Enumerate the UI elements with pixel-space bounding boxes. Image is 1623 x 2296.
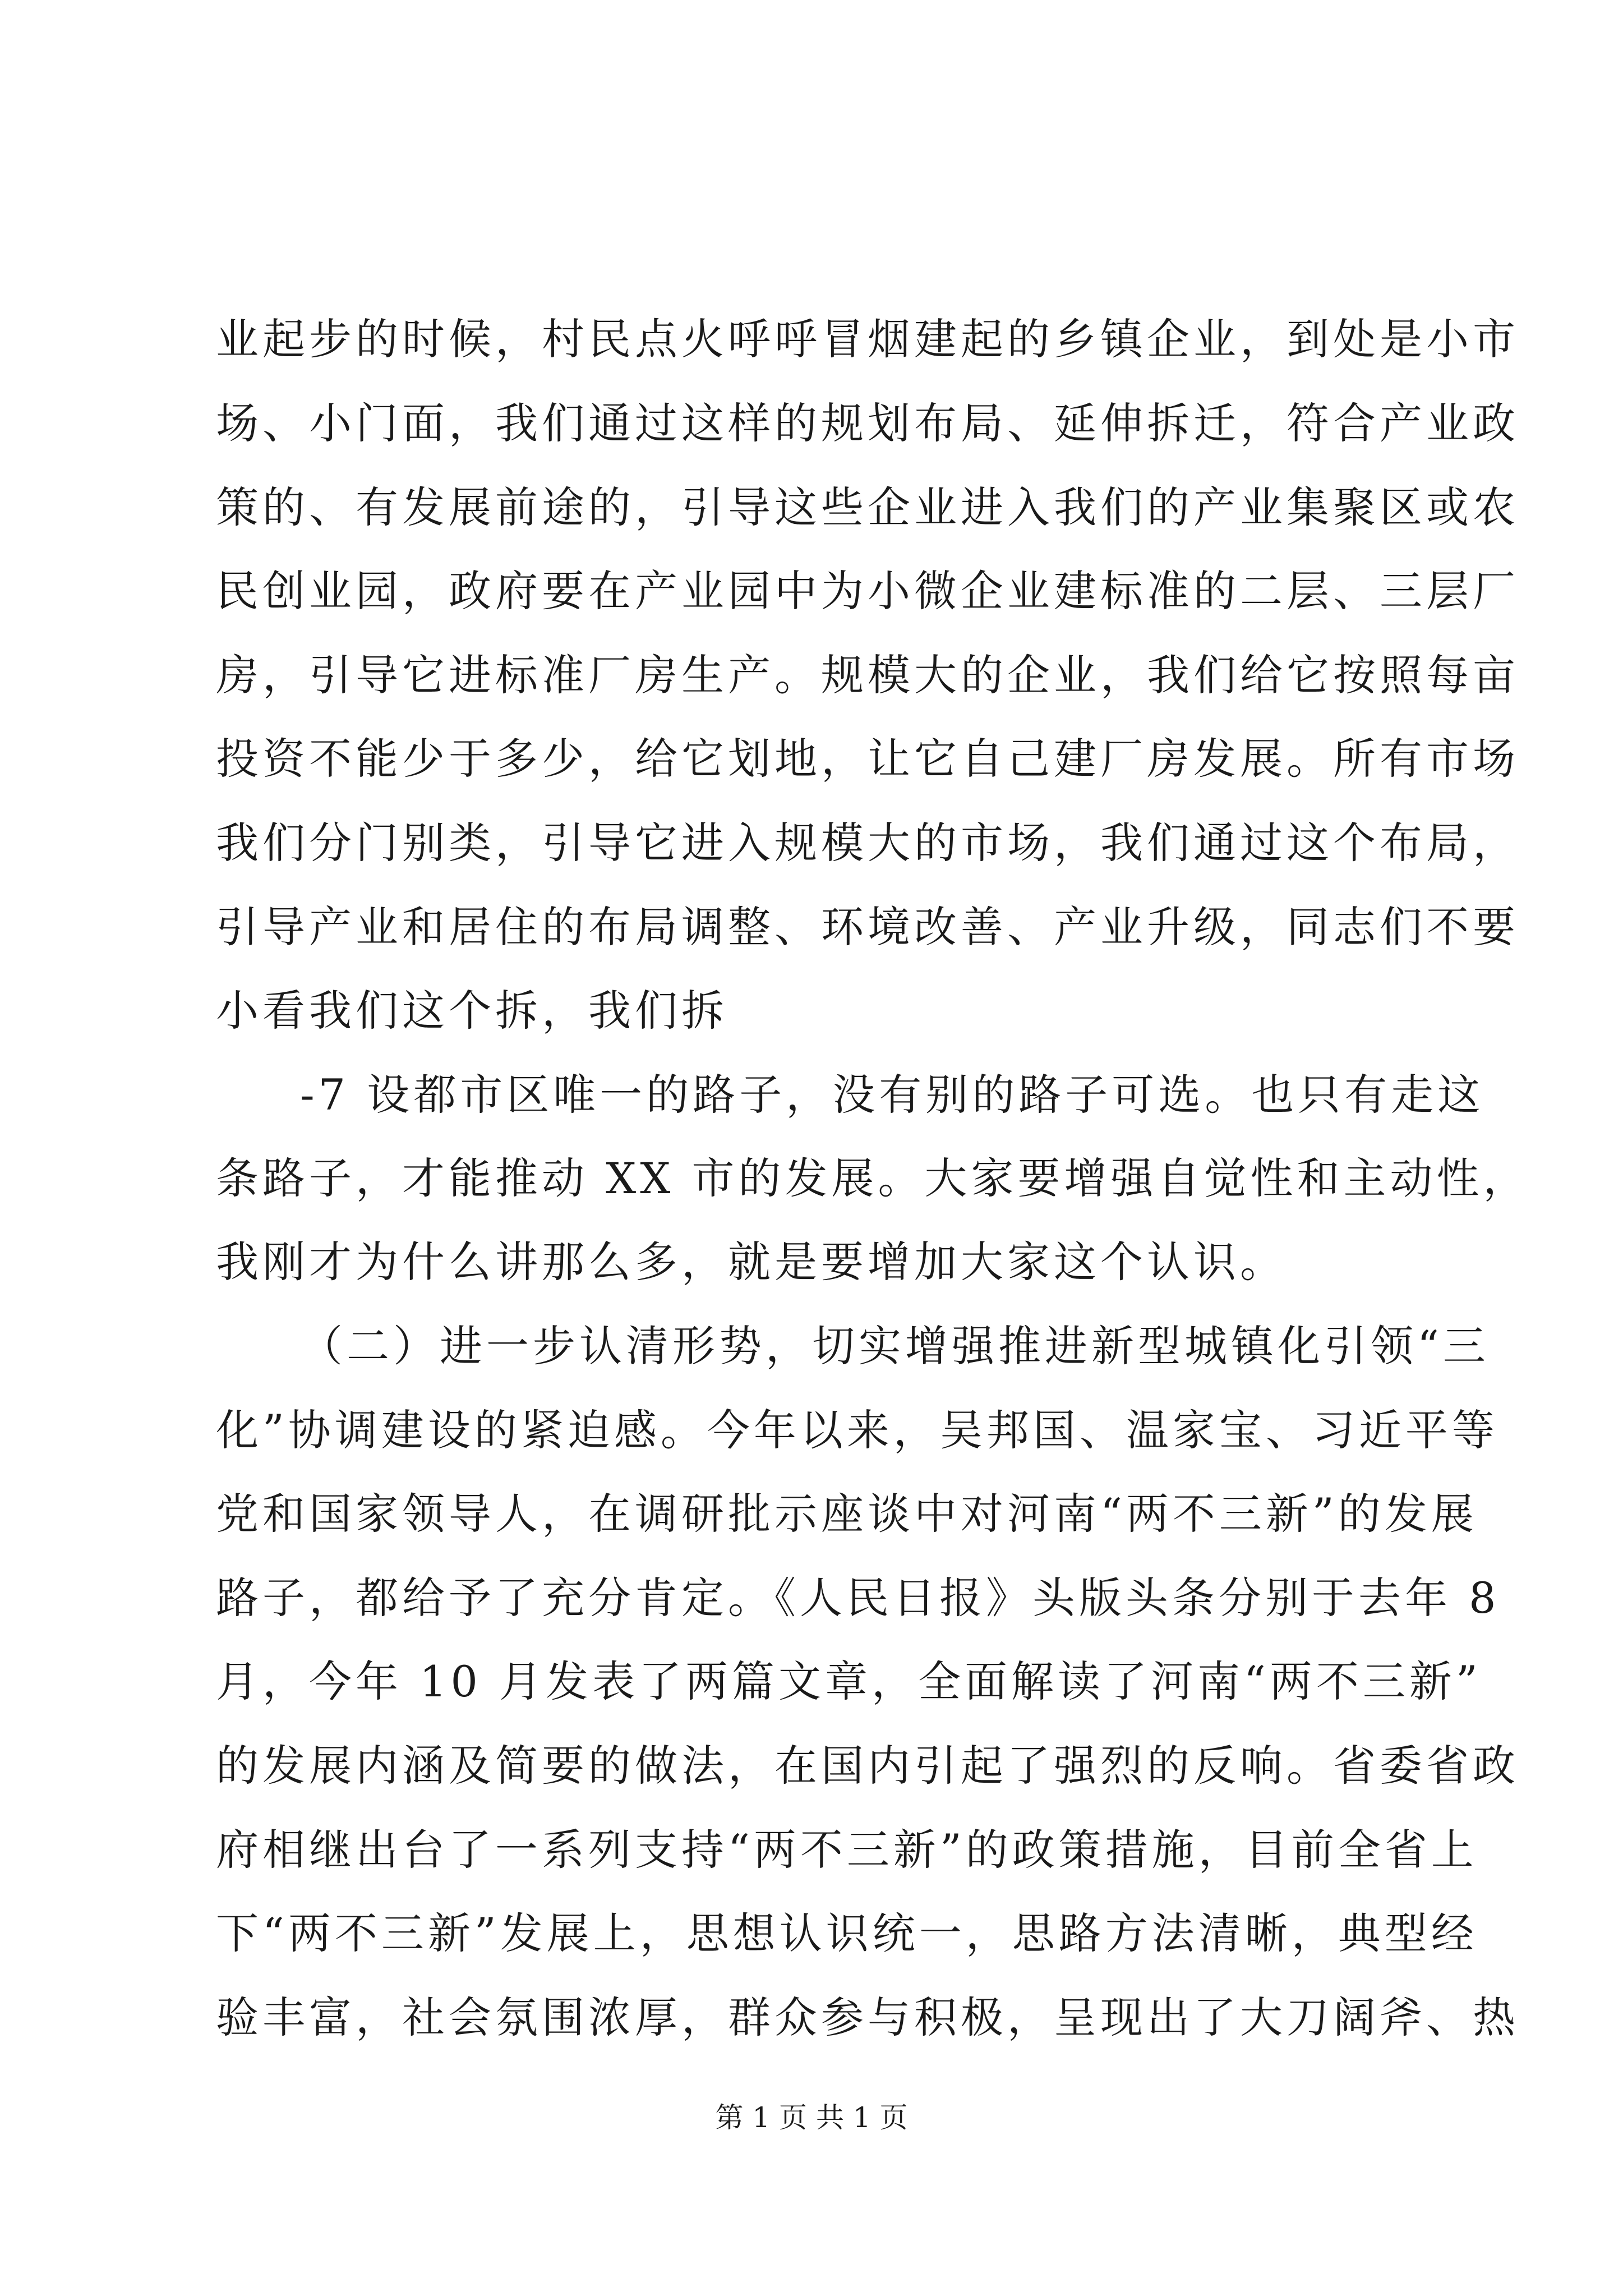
text-line: 条路子，才能推动 XX 市的发展。大家要增强自觉性和主动性， <box>216 1153 1530 1203</box>
text-line: 业起步的时候，村民点火呼呼冒烟建起的乡镇企业，到处是小市 <box>216 314 1519 364</box>
text-line: 的发展内涵及简要的做法，在国内引起了强烈的反响。省委省政 <box>216 1741 1519 1791</box>
text-line: 化”协调建设的紧迫感。今年以来，吴邦国、温家宝、习近平等 <box>216 1405 1498 1455</box>
text-line: 党和国家领导人，在调研批示座谈中对河南“两不三新”的发展 <box>216 1489 1478 1539</box>
text-line: 月，今年 10 月发表了两篇文章，全面解读了河南“两不三新” <box>216 1657 1482 1706</box>
text-line: 房，引导它进标准厂房生产。规模大的企业，我们给它按照每亩 <box>216 650 1519 700</box>
page-number-footer: 第 1 页 共 1 页 <box>715 2101 908 2134</box>
text-line: 路子，都给予了充分肯定。《人民日报》头版头条分别于去年 8 <box>216 1573 1500 1623</box>
section-heading-line: （二）进一步认清形势，切实增强推进新型城镇化引领“三 <box>300 1321 1490 1371</box>
text-line: 投资不能少于多少，给它划地，让它自己建厂房发展。所有市场 <box>216 734 1519 784</box>
text-line: 小看我们这个拆，我们拆 <box>216 986 728 1036</box>
text-line: -7 设都市区唯一的路子，没有别的路子可选。也只有走这 <box>300 1070 1484 1120</box>
text-line: 我刚才为什么讲那么多，就是要增加大家这个认识。 <box>216 1237 1287 1287</box>
text-line: 策的、有发展前途的，引导这些企业进入我们的产业集聚区或农 <box>216 482 1519 532</box>
text-line: 下“两不三新”发展上，思想认识统一，思路方法清晰，典型经 <box>216 1908 1478 1958</box>
text-line: 府相继出台了一系列支持“两不三新”的政策措施，目前全省上 <box>216 1825 1478 1875</box>
text-line: 我们分门别类，引导它进入规模大的市场，我们通过这个布局， <box>216 818 1519 868</box>
text-line: 验丰富，社会氛围浓厚，群众参与积极，呈现出了大刀阔斧、热 <box>216 1993 1519 2042</box>
text-line: 民创业园，政府要在产业园中为小微企业建标准的二层、三层厂 <box>216 566 1519 616</box>
text-line: 场、小门面，我们通过这样的规划布局、延伸拆迁，符合产业政 <box>216 398 1519 448</box>
text-line: 引导产业和居住的布局调整、环境改善、产业升级，同志们不要 <box>216 902 1519 952</box>
